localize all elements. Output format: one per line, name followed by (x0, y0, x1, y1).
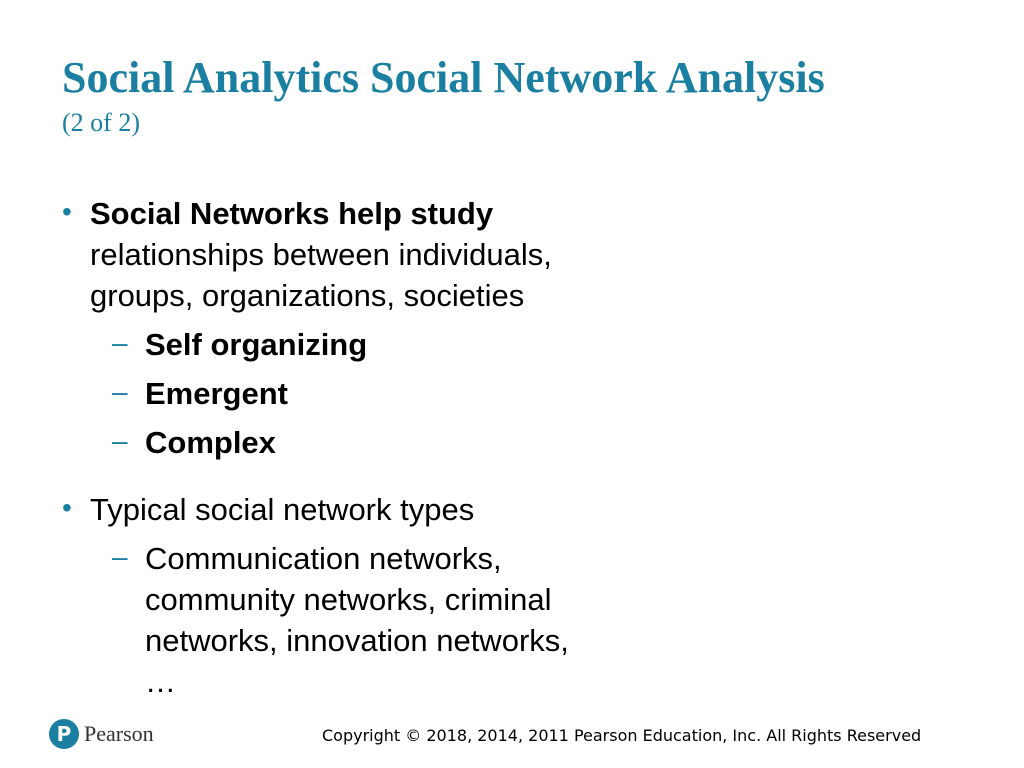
pearson-logo-text: Pearson (84, 721, 154, 746)
sub-bullet-item (112, 538, 605, 702)
dash-icon: – (112, 541, 128, 572)
bullet-dot-icon: • (62, 492, 72, 523)
bullet-text: Typical social network types (90, 492, 475, 527)
slide-subtitle: (2 of 2) (62, 108, 140, 137)
sub-bullet-item (112, 324, 622, 365)
bullet-list (62, 193, 622, 702)
bullet-item (62, 489, 622, 530)
sub-bullet-text: Communication networks, community networks, criminal networks, innovation networks, … (145, 541, 569, 699)
dash-icon: – (112, 425, 128, 456)
dash-icon: – (112, 327, 128, 358)
sub-bullet-text: Self organizing (145, 327, 368, 362)
bullet-bold-text: Social Networks help study (90, 196, 494, 231)
sub-bullet-text: Emergent (145, 376, 288, 411)
dash-icon: – (112, 376, 128, 407)
bullet-item (62, 193, 622, 316)
bullet-text-line: groups, organizations, societies (90, 278, 525, 313)
pearson-logo (49, 719, 154, 749)
bullet-dot-icon: • (62, 196, 72, 227)
pearson-logo-icon: P (49, 719, 79, 749)
copyright-text: Copyright © 2018, 2014, 2011 Pearson Education, Inc. All Rights Reserved (322, 726, 922, 745)
sub-bullet-item (112, 373, 622, 414)
sub-bullet-text: Complex (145, 425, 276, 460)
sub-bullet-item (112, 422, 622, 463)
bullet-text-line: relationships between individuals, (90, 237, 552, 272)
slide-title: Social Analytics Social Network Analysis (62, 53, 825, 102)
